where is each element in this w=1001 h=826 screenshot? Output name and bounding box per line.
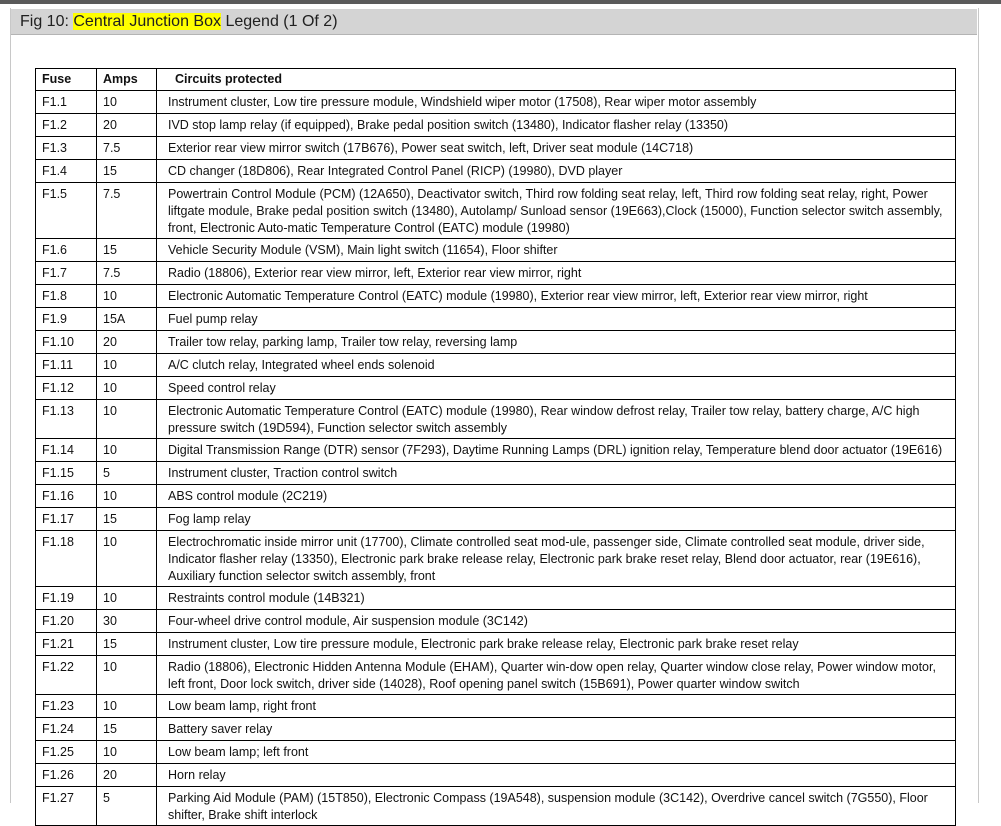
table-row xyxy=(36,400,956,439)
circuits-cell: Radio (18806), Electronic Hidden Antenna Module (EHAM), Quarter win-dow open relay, Quarter window close relay, Power window motor, left front, Door lock switch, driver side (14028), Roof opening panel switch (15B691), Power quarter window switch xyxy=(157,656,956,695)
table-row xyxy=(36,137,956,160)
circuits-cell: Battery saver relay xyxy=(157,718,956,741)
amps-cell: 7.5 xyxy=(97,262,157,285)
amps-cell: 15 xyxy=(97,718,157,741)
circuits-cell: Restraints control module (14B321) xyxy=(157,587,956,610)
table-row xyxy=(36,695,956,718)
circuits-cell: CD changer (18D806), Rear Integrated Control Panel (RICP) (19980), DVD player xyxy=(157,160,956,183)
fuse-cell: F1.20 xyxy=(36,610,97,633)
table-row xyxy=(36,114,956,137)
table-row xyxy=(36,718,956,741)
table-row xyxy=(36,531,956,587)
caption-highlight: Central Junction Box xyxy=(73,13,221,30)
amps-cell: 20 xyxy=(97,764,157,787)
amps-cell: 15 xyxy=(97,239,157,262)
circuits-cell: Vehicle Security Module (VSM), Main light switch (11654), Floor shifter xyxy=(157,239,956,262)
table-row xyxy=(36,183,956,239)
table-row xyxy=(36,656,956,695)
fuse-cell: F1.23 xyxy=(36,695,97,718)
amps-cell: 15A xyxy=(97,308,157,331)
table-row xyxy=(36,485,956,508)
table-row xyxy=(36,308,956,331)
fuse-cell: F1.7 xyxy=(36,262,97,285)
circuits-cell: Instrument cluster, Low tire pressure module, Electronic park brake release relay, Electronic park brake reset relay xyxy=(157,633,956,656)
fuse-cell: F1.16 xyxy=(36,485,97,508)
fuse-cell: F1.19 xyxy=(36,587,97,610)
fuse-cell: F1.5 xyxy=(36,183,97,239)
amps-cell: 10 xyxy=(97,377,157,400)
fuse-cell: F1.26 xyxy=(36,764,97,787)
table-row xyxy=(36,587,956,610)
window-top-border xyxy=(0,0,1001,4)
amps-cell: 10 xyxy=(97,695,157,718)
circuits-cell: Low beam lamp, right front xyxy=(157,695,956,718)
amps-cell: 10 xyxy=(97,485,157,508)
amps-cell: 10 xyxy=(97,400,157,439)
fuse-cell: F1.22 xyxy=(36,656,97,695)
fuse-cell: F1.11 xyxy=(36,354,97,377)
amps-cell: 5 xyxy=(97,462,157,485)
header-circuits: Circuits protected xyxy=(157,69,956,91)
circuits-cell: Parking Aid Module (PAM) (15T850), Electronic Compass (19A548), suspension module (3C142), Overdrive cancel switch (7G550), Floor shifter, Brake shift interlock xyxy=(157,787,956,826)
fuse-cell: F1.6 xyxy=(36,239,97,262)
table-row xyxy=(36,439,956,462)
table-row xyxy=(36,741,956,764)
fuse-cell: F1.9 xyxy=(36,308,97,331)
amps-cell: 30 xyxy=(97,610,157,633)
fuse-cell: F1.25 xyxy=(36,741,97,764)
circuits-cell: Radio (18806), Exterior rear view mirror, left, Exterior rear view mirror, right xyxy=(157,262,956,285)
amps-cell: 10 xyxy=(97,531,157,587)
circuits-cell: Fog lamp relay xyxy=(157,508,956,531)
circuits-cell: Fuel pump relay xyxy=(157,308,956,331)
fuse-cell: F1.12 xyxy=(36,377,97,400)
table-row xyxy=(36,508,956,531)
amps-cell: 10 xyxy=(97,439,157,462)
fuse-cell: F1.15 xyxy=(36,462,97,485)
circuits-cell: A/C clutch relay, Integrated wheel ends solenoid xyxy=(157,354,956,377)
fuse-cell: F1.27 xyxy=(36,787,97,826)
amps-cell: 15 xyxy=(97,160,157,183)
table-row xyxy=(36,91,956,114)
amps-cell: 20 xyxy=(97,331,157,354)
circuits-cell: Horn relay xyxy=(157,764,956,787)
fuse-legend-table xyxy=(35,68,956,826)
circuits-cell: Speed control relay xyxy=(157,377,956,400)
figure-caption xyxy=(11,9,977,35)
caption-prefix: Fig 10: xyxy=(20,13,74,30)
circuits-cell: Four-wheel drive control module, Air suspension module (3C142) xyxy=(157,610,956,633)
table-row xyxy=(36,354,956,377)
amps-cell: 10 xyxy=(97,741,157,764)
circuits-cell: Instrument cluster, Traction control switch xyxy=(157,462,956,485)
circuits-cell: Instrument cluster, Low tire pressure module, Windshield wiper motor (17508), Rear wiper motor assembly xyxy=(157,91,956,114)
fuse-cell: F1.18 xyxy=(36,531,97,587)
table-row xyxy=(36,462,956,485)
caption-suffix: Legend (1 Of 2) xyxy=(221,13,338,30)
table-row xyxy=(36,262,956,285)
table-row xyxy=(36,331,956,354)
header-row xyxy=(36,69,956,91)
amps-cell: 7.5 xyxy=(97,183,157,239)
circuits-cell: ABS control module (2C219) xyxy=(157,485,956,508)
amps-cell: 10 xyxy=(97,656,157,695)
amps-cell: 10 xyxy=(97,91,157,114)
fuse-cell: F1.14 xyxy=(36,439,97,462)
amps-cell: 10 xyxy=(97,587,157,610)
fuse-cell: F1.10 xyxy=(36,331,97,354)
fuse-cell: F1.21 xyxy=(36,633,97,656)
header-amps: Amps xyxy=(97,69,157,91)
fuse-cell: F1.2 xyxy=(36,114,97,137)
circuits-cell: Electrochromatic inside mirror unit (17700), Climate controlled seat mod-ule, passenger side, Climate controlled seat module, driver side, Indicator flasher relay (13350), Electronic park brake release relay, Electronic park brake reset relay, Blend door actuator, rear (19E616), Auxiliary function selector switch assembly, front xyxy=(157,531,956,587)
amps-cell: 10 xyxy=(97,354,157,377)
amps-cell: 10 xyxy=(97,285,157,308)
fuse-cell: F1.13 xyxy=(36,400,97,439)
fuse-cell: F1.17 xyxy=(36,508,97,531)
table-row xyxy=(36,285,956,308)
circuits-cell: Exterior rear view mirror switch (17B676), Power seat switch, left, Driver seat module (14C718) xyxy=(157,137,956,160)
amps-cell: 15 xyxy=(97,508,157,531)
fuse-cell: F1.24 xyxy=(36,718,97,741)
fuse-cell: F1.3 xyxy=(36,137,97,160)
amps-cell: 15 xyxy=(97,633,157,656)
fuse-cell: F1.1 xyxy=(36,91,97,114)
amps-cell: 7.5 xyxy=(97,137,157,160)
amps-cell: 5 xyxy=(97,787,157,826)
circuits-cell: Low beam lamp; left front xyxy=(157,741,956,764)
fuse-cell: F1.8 xyxy=(36,285,97,308)
circuits-cell: Electronic Automatic Temperature Control (EATC) module (19980), Exterior rear view mirror, left, Exterior rear view mirror, right xyxy=(157,285,956,308)
circuits-cell: Digital Transmission Range (DTR) sensor (7F293), Daytime Running Lamps (DRL) ignition relay, Temperature blend door actuator (19E616) xyxy=(157,439,956,462)
table-row xyxy=(36,787,956,826)
table-row xyxy=(36,633,956,656)
table-row xyxy=(36,160,956,183)
fuse-cell: F1.4 xyxy=(36,160,97,183)
circuits-cell: Trailer tow relay, parking lamp, Trailer tow relay, reversing lamp xyxy=(157,331,956,354)
circuits-cell: Electronic Automatic Temperature Control (EATC) module (19980), Rear window defrost relay, Trailer tow relay, battery charge, A/C high pressure switch (19D594), Function selector switch assembly xyxy=(157,400,956,439)
table-row xyxy=(36,610,956,633)
circuits-cell: Powertrain Control Module (PCM) (12A650), Deactivator switch, Third row folding seat relay, left, Third row folding seat relay, right, Power liftgate module, Brake pedal position switch (13480), Autolamp/ Sunload sensor (19E663),Clock (15000), Function selector switch assembly, front, Electronic Auto-matic Temperature Control (EATC) module (19980) xyxy=(157,183,956,239)
circuits-cell: IVD stop lamp relay (if equipped), Brake pedal position switch (13480), Indicator flasher relay (13350) xyxy=(157,114,956,137)
header-fuse: Fuse xyxy=(36,69,97,91)
table-row xyxy=(36,239,956,262)
table-row xyxy=(36,377,956,400)
amps-cell: 20 xyxy=(97,114,157,137)
table-row xyxy=(36,764,956,787)
